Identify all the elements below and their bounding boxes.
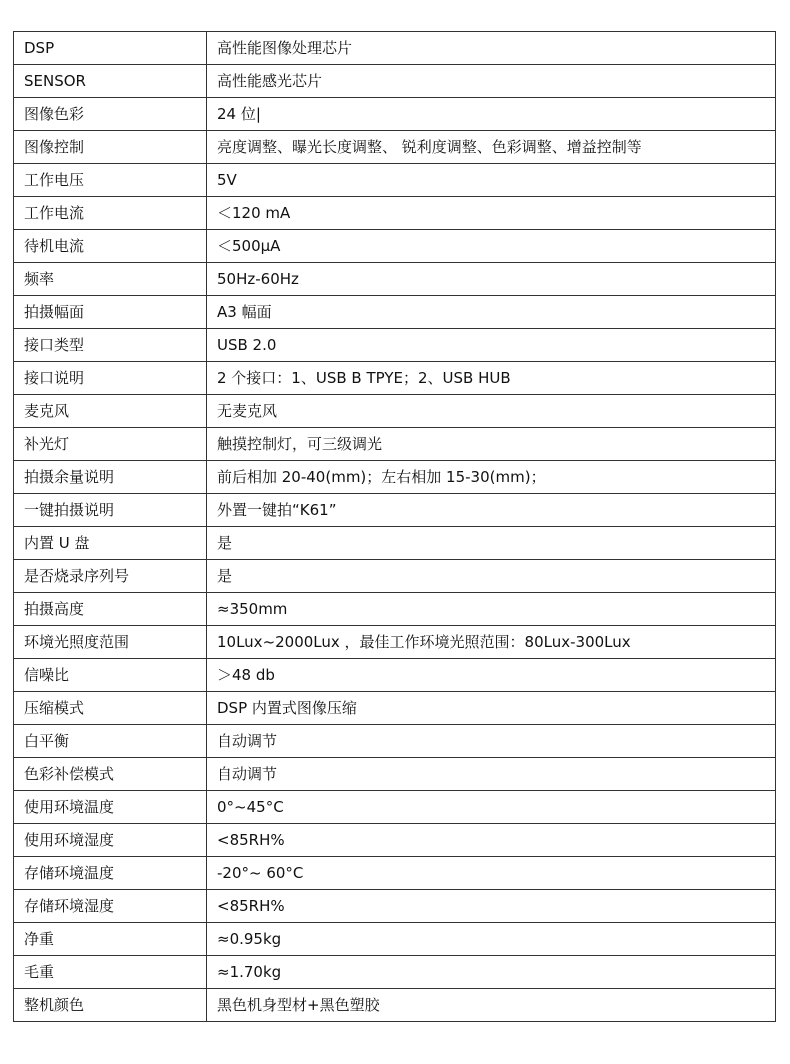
spec-label-cell: 白平衡	[14, 725, 207, 758]
spec-label-cell: 待机电流	[14, 230, 207, 263]
spec-row	[14, 824, 776, 857]
spec-row	[14, 131, 776, 164]
spec-row	[14, 362, 776, 395]
spec-row	[14, 65, 776, 98]
spec-value-cell: 无麦克风	[207, 395, 776, 428]
spec-row	[14, 527, 776, 560]
spec-value-cell: ≈0.95kg	[207, 923, 776, 956]
spec-label-cell: 内置 U 盘	[14, 527, 207, 560]
spec-row	[14, 626, 776, 659]
spec-row	[14, 593, 776, 626]
spec-value-cell: <85RH%	[207, 824, 776, 857]
spec-label-cell: 补光灯	[14, 428, 207, 461]
spec-value-cell: ＞48 db	[207, 659, 776, 692]
spec-label-cell: 色彩补偿模式	[14, 758, 207, 791]
spec-value-cell: 24 位|	[207, 98, 776, 131]
spec-value-cell: 2 个接口：1、USB B TPYE；2、USB HUB	[207, 362, 776, 395]
spec-label-cell: 拍摄幅面	[14, 296, 207, 329]
spec-label-cell: 存储环境温度	[14, 857, 207, 890]
spec-row	[14, 164, 776, 197]
spec-label-cell: 使用环境温度	[14, 791, 207, 824]
spec-row	[14, 791, 776, 824]
spec-label-cell: 拍摄高度	[14, 593, 207, 626]
spec-label-cell: 压缩模式	[14, 692, 207, 725]
spec-label-cell: 一键拍摄说明	[14, 494, 207, 527]
spec-value-cell: ≈1.70kg	[207, 956, 776, 989]
spec-row	[14, 692, 776, 725]
spec-row	[14, 461, 776, 494]
spec-value-cell: 是	[207, 560, 776, 593]
spec-value-cell: <85RH%	[207, 890, 776, 923]
spec-value-cell: 0°~45°C	[207, 791, 776, 824]
spec-label-cell: 工作电压	[14, 164, 207, 197]
spec-label-cell: 是否烧录序列号	[14, 560, 207, 593]
spec-row	[14, 263, 776, 296]
spec-value-cell: 50Hz-60Hz	[207, 263, 776, 296]
spec-value-cell: 触摸控制灯，可三级调光	[207, 428, 776, 461]
spec-value-cell: 黑色机身型材+黑色塑胶	[207, 989, 776, 1022]
spec-table-body	[14, 32, 776, 1022]
spec-table	[13, 31, 776, 1022]
spec-label-cell: 图像控制	[14, 131, 207, 164]
spec-row	[14, 230, 776, 263]
spec-label-cell: SENSOR	[14, 65, 207, 98]
spec-row	[14, 329, 776, 362]
spec-row	[14, 956, 776, 989]
spec-value-cell: 自动调节	[207, 725, 776, 758]
spec-value-cell: 外置一键拍“K61”	[207, 494, 776, 527]
spec-row	[14, 758, 776, 791]
spec-value-cell: 10Lux~2000Lux ，最佳工作环境光照范围：80Lux-300Lux	[207, 626, 776, 659]
spec-label-cell: 使用环境湿度	[14, 824, 207, 857]
spec-value-cell: A3 幅面	[207, 296, 776, 329]
spec-row	[14, 197, 776, 230]
spec-label-cell: 工作电流	[14, 197, 207, 230]
spec-label-cell: 毛重	[14, 956, 207, 989]
spec-row	[14, 428, 776, 461]
spec-value-cell: 高性能感光芯片	[207, 65, 776, 98]
spec-label-cell: 信噪比	[14, 659, 207, 692]
spec-label-cell: 频率	[14, 263, 207, 296]
spec-row	[14, 989, 776, 1022]
spec-label-cell: 接口类型	[14, 329, 207, 362]
spec-row	[14, 32, 776, 65]
spec-row	[14, 923, 776, 956]
spec-row	[14, 560, 776, 593]
spec-row	[14, 890, 776, 923]
spec-label-cell: DSP	[14, 32, 207, 65]
spec-value-cell: -20°~ 60°C	[207, 857, 776, 890]
spec-value-cell: 5V	[207, 164, 776, 197]
spec-label-cell: 整机颜色	[14, 989, 207, 1022]
spec-label-cell: 接口说明	[14, 362, 207, 395]
spec-label-cell: 拍摄余量说明	[14, 461, 207, 494]
spec-value-cell: ≈350mm	[207, 593, 776, 626]
spec-label-cell: 净重	[14, 923, 207, 956]
spec-row	[14, 725, 776, 758]
spec-row	[14, 494, 776, 527]
spec-value-cell: 高性能图像处理芯片	[207, 32, 776, 65]
spec-value-cell: 自动调节	[207, 758, 776, 791]
spec-value-cell: ＜120 mA	[207, 197, 776, 230]
spec-value-cell: ＜500μA	[207, 230, 776, 263]
spec-value-cell: DSP 内置式图像压缩	[207, 692, 776, 725]
spec-value-cell: 前后相加 20-40(mm)；左右相加 15-30(mm)；	[207, 461, 776, 494]
spec-value-cell: 亮度调整、曝光长度调整、 锐利度调整、色彩调整、增益控制等	[207, 131, 776, 164]
spec-value-cell: 是	[207, 527, 776, 560]
spec-row	[14, 98, 776, 131]
spec-row	[14, 296, 776, 329]
spec-value-cell: USB 2.0	[207, 329, 776, 362]
spec-label-cell: 环境光照度范围	[14, 626, 207, 659]
spec-label-cell: 存储环境湿度	[14, 890, 207, 923]
spec-row	[14, 659, 776, 692]
spec-row	[14, 857, 776, 890]
spec-label-cell: 图像色彩	[14, 98, 207, 131]
spec-label-cell: 麦克风	[14, 395, 207, 428]
spec-row	[14, 395, 776, 428]
